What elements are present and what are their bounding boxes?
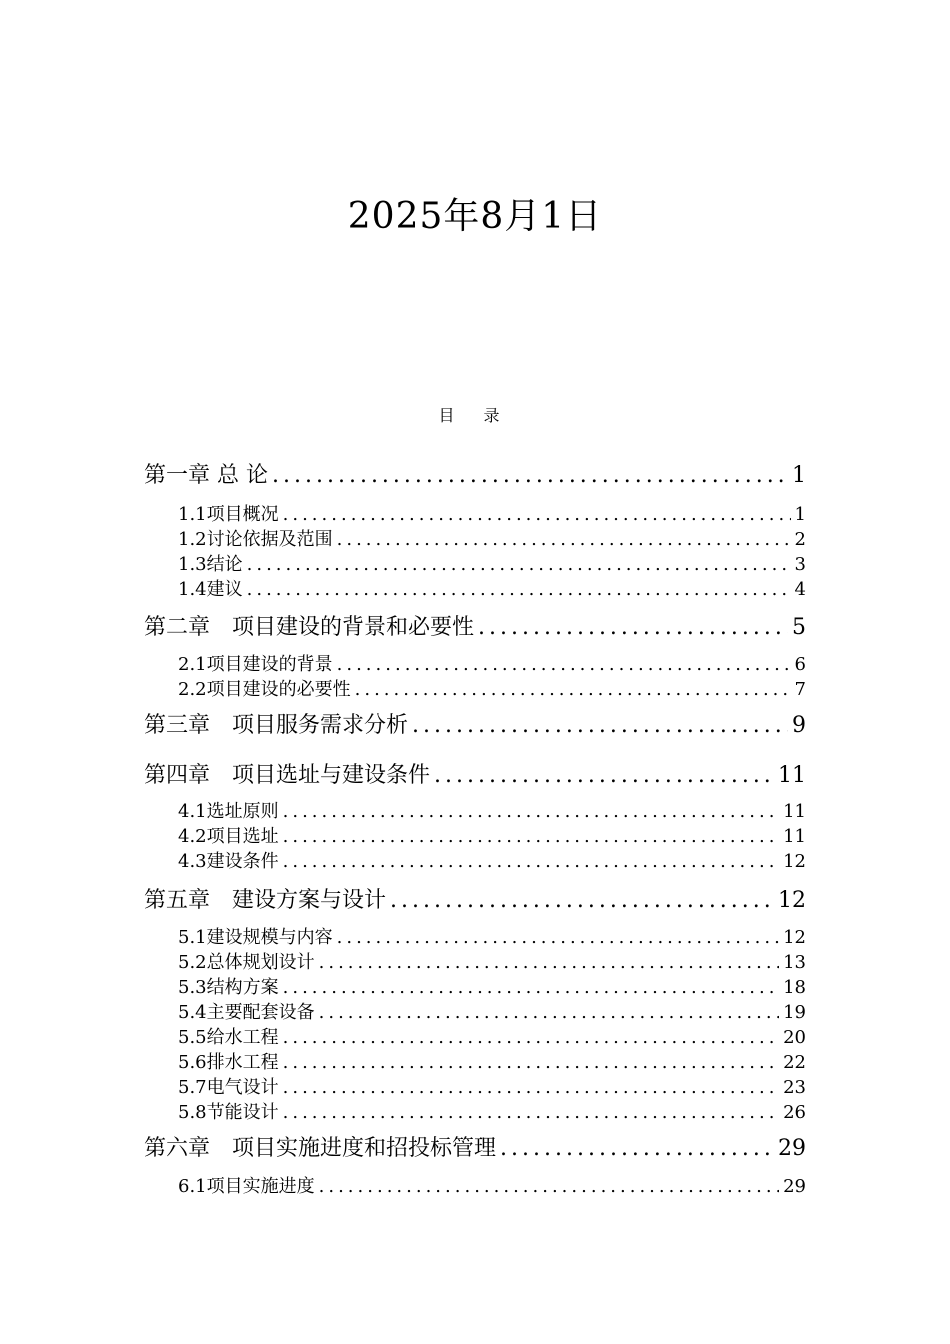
toc-entry-label: 5.7电气设计: [178, 1077, 279, 1098]
toc-dot-leader: [478, 615, 788, 640]
toc-entry-label: 5.8节能设计: [178, 1102, 279, 1123]
toc-page-number: 11: [783, 826, 806, 847]
toc-page-number: 7: [794, 679, 806, 700]
toc-section-entry[interactable]: [178, 923, 806, 947]
toc-entry-label: 第三章 项目服务需求分析: [144, 713, 409, 738]
toc-page-number: 12: [783, 851, 806, 872]
toc-section-entry[interactable]: [178, 998, 806, 1022]
toc-entry-label: 1.1项目概况: [178, 504, 279, 525]
toc-section-entry[interactable]: [178, 847, 806, 871]
toc-title: 目 录: [438, 406, 512, 425]
toc-section-entry[interactable]: [178, 1048, 806, 1072]
toc-entry-label: 5.1建设规模与内容: [178, 927, 333, 948]
toc-dot-leader: [500, 1136, 774, 1161]
toc-dot-leader: [283, 504, 791, 525]
toc-chapter-entry[interactable]: [144, 708, 806, 738]
toc-dot-leader: [283, 801, 779, 822]
toc-dot-leader: [412, 713, 788, 738]
toc-page-number: 3: [794, 554, 806, 575]
toc-dot-leader: [283, 1027, 779, 1048]
document-date: 2025年8月1日: [347, 196, 603, 237]
toc-page-number: 20: [783, 1027, 806, 1048]
toc-chapter-entry[interactable]: [144, 458, 806, 488]
toc-entry-label: 第五章 建设方案与设计: [144, 888, 387, 913]
toc-dot-leader: [283, 1102, 779, 1123]
toc-entry-label: 5.6排水工程: [178, 1052, 279, 1073]
toc-section-entry[interactable]: [178, 550, 806, 574]
toc-chapter-entry[interactable]: [144, 758, 806, 788]
toc-page-number: 13: [783, 952, 806, 973]
toc-dot-leader: [390, 888, 774, 913]
toc-section-entry[interactable]: [178, 822, 806, 846]
toc-dot-leader: [247, 579, 791, 600]
toc-section-entry[interactable]: [178, 948, 806, 972]
toc-chapter-entry[interactable]: [144, 883, 806, 913]
toc-section-entry[interactable]: [178, 973, 806, 997]
toc-entry-label: 1.2讨论依据及范围: [178, 529, 333, 550]
toc-page-number: 29: [778, 1136, 806, 1161]
toc-entry-label: 6.1项目实施进度: [178, 1176, 315, 1197]
toc-page-number: 19: [783, 1002, 806, 1023]
toc-page-number: 1: [794, 504, 806, 525]
toc-dot-leader: [283, 1077, 779, 1098]
toc-section-entry[interactable]: [178, 525, 806, 549]
toc-page-number: 11: [783, 801, 806, 822]
toc-page-number: 12: [778, 888, 806, 913]
toc-entry-label: 第六章 项目实施进度和招投标管理: [144, 1136, 497, 1161]
toc-section-entry[interactable]: [178, 1023, 806, 1047]
toc-entry-label: 第二章 项目建设的背景和必要性: [144, 615, 475, 640]
toc-entry-label: 4.1选址原则: [178, 801, 279, 822]
toc-section-entry[interactable]: [178, 1172, 806, 1196]
toc-entry-label: 1.3结论: [178, 554, 243, 575]
toc-dot-leader: [283, 851, 779, 872]
toc-entry-label: 5.4主要配套设备: [178, 1002, 315, 1023]
toc-section-entry[interactable]: [178, 500, 806, 524]
toc-dot-leader: [337, 654, 791, 675]
toc-page-number: 11: [778, 763, 806, 788]
toc-dot-leader: [247, 554, 791, 575]
toc-page-number: 26: [783, 1102, 806, 1123]
toc-section-entry[interactable]: [178, 675, 806, 699]
toc-entry-label: 5.2总体规划设计: [178, 952, 315, 973]
toc-page-number: 29: [783, 1176, 806, 1197]
toc-dot-leader: [337, 529, 791, 550]
toc-dot-leader: [319, 952, 779, 973]
toc-dot-leader: [319, 1176, 779, 1197]
toc-chapter-entry[interactable]: [144, 1131, 806, 1161]
toc-page-number: 18: [783, 977, 806, 998]
toc-entry-label: 2.2项目建设的必要性: [178, 679, 351, 700]
toc-page-number: 9: [792, 713, 806, 738]
toc-page-number: 22: [783, 1052, 806, 1073]
toc-chapter-entry[interactable]: [144, 610, 806, 640]
toc-entry-label: 4.3建设条件: [178, 851, 279, 872]
toc-entry-label: 第一章 总 论: [144, 463, 268, 488]
toc-page-number: 2: [794, 529, 806, 550]
toc-entry-label: 5.3结构方案: [178, 977, 279, 998]
toc-page-number: 12: [783, 927, 806, 948]
toc-dot-leader: [283, 826, 779, 847]
toc-dot-leader: [283, 1052, 779, 1073]
toc-dot-leader: [434, 763, 774, 788]
toc-entry-label: 1.4建议: [178, 579, 243, 600]
toc-section-entry[interactable]: [178, 1098, 806, 1122]
toc-page-number: 4: [794, 579, 806, 600]
toc-page-number: 5: [792, 615, 806, 640]
toc-dot-leader: [283, 977, 779, 998]
toc-entry-label: 4.2项目选址: [178, 826, 279, 847]
toc-entry-label: 5.5给水工程: [178, 1027, 279, 1048]
toc-section-entry[interactable]: [178, 650, 806, 674]
toc-page-number: 6: [794, 654, 806, 675]
toc-section-entry[interactable]: [178, 1073, 806, 1097]
toc-dot-leader: [272, 463, 788, 488]
toc-page-number: 1: [792, 463, 806, 488]
toc-entry-label: 2.1项目建设的背景: [178, 654, 333, 675]
toc-section-entry[interactable]: [178, 575, 806, 599]
toc-page-number: 23: [783, 1077, 806, 1098]
toc-dot-leader: [319, 1002, 779, 1023]
toc-dot-leader: [355, 679, 791, 700]
toc-dot-leader: [337, 927, 779, 948]
toc-entry-label: 第四章 项目选址与建设条件: [144, 763, 431, 788]
toc-section-entry[interactable]: [178, 797, 806, 821]
